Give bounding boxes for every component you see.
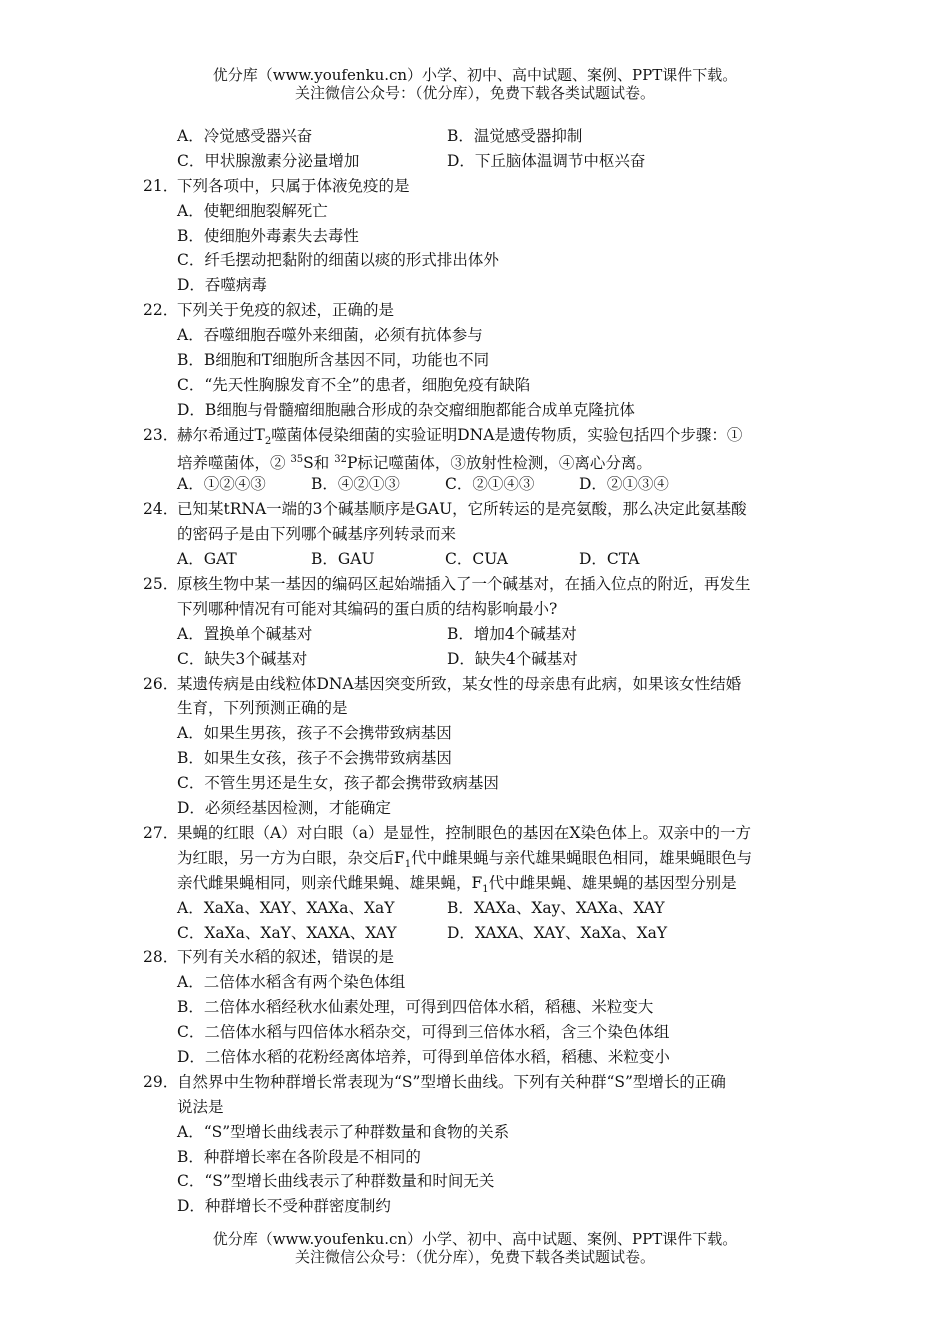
- q23-text-part: 噬菌体侵染细菌的实验证明DNA是遗传物质，实验包括四个步骤：①: [271, 425, 743, 444]
- q26-stem-line-1: [143, 672, 823, 697]
- q21-option-b: B．使细胞外毒素失去毒性: [177, 226, 359, 245]
- q21-stem: [143, 174, 823, 199]
- q21-option-c: C．纤毛摆动把黏附的细菌以痰的形式排出体外: [177, 251, 499, 270]
- q22-option-c: C．“先天性胸腺发育不全”的患者，细胞免疫有缺陷: [177, 375, 531, 394]
- q29-stem-line-1: [143, 1070, 823, 1095]
- q27-options-row-2: [143, 921, 823, 946]
- q24-number: 24．: [143, 500, 179, 519]
- q24-stem-line-2: 的密码子是由下列哪个碱基序列转录而来: [177, 525, 457, 544]
- q23-text-part: P标记噬菌体，③放射性检测，④离心分离。: [346, 453, 652, 472]
- q24-option-c: C．CUA: [445, 550, 508, 569]
- q27-stem-line-2: [143, 846, 823, 871]
- exam-content: [143, 124, 823, 1219]
- q27-text-part: 亲代雌果蝇相同，则亲代雌果蝇、雄果蝇，F: [177, 873, 483, 892]
- q28-stem-text: 下列有关水稻的叙述，错误的是: [177, 948, 395, 967]
- q27-text-part: 代中雌果蝇、雄果蝇的基因型分别是: [488, 873, 737, 892]
- q23-text-part: 培养噬菌体，②: [177, 453, 291, 472]
- q29-option-a: A．“S”型增长曲线表示了种群数量和食物的关系: [177, 1122, 510, 1141]
- q25-options-row-2: [143, 647, 823, 672]
- q20-option-b: B．温觉感受器抑制: [447, 127, 583, 145]
- q25-option-c: C．缺失3个碱基对: [177, 649, 308, 668]
- q25-option-d: D．缺失4个碱基对: [447, 649, 578, 668]
- q23-option-d: D．②①③④: [579, 475, 669, 494]
- q27-text-part: 为红眼，另一方为白眼，杂交后F: [177, 848, 405, 867]
- q24-option-b: B．GAU: [311, 550, 375, 569]
- q24-options: [143, 547, 823, 572]
- q24-stem-line-1: [143, 497, 823, 522]
- q27-option-c: C．XaXa、XaY、XAXA、XAY: [177, 923, 397, 942]
- q20-options-row-2: [143, 149, 823, 174]
- q27-options-row-1: [143, 896, 823, 921]
- q27-stem-text-1: 果蝇的红眼（A）对白眼（a）是显性，控制眼色的基因在X染色体上。双亲中的一方: [177, 823, 751, 842]
- q26-option-c: C．不管生男还是生女，孩子都会携带致病基因: [177, 774, 499, 793]
- q23-option-b: B．④②①③: [311, 475, 400, 494]
- q27-option-b: B．XAXa、Xay、XAXa、XAY: [447, 898, 665, 917]
- q25-option-b: B．增加4个碱基对: [447, 624, 577, 643]
- q24-option-d: D．CTA: [579, 550, 640, 569]
- page-footer: [0, 1230, 950, 1266]
- q23-stem-text-1: [177, 423, 742, 448]
- q29-option-b: B．种群增长率在各阶段是不相同的: [177, 1147, 421, 1166]
- q28-stem: [143, 945, 823, 970]
- q22-option-a: A．吞噬细胞吞噬外来细菌，必须有抗体参与: [177, 326, 483, 345]
- q29-number: 29．: [143, 1072, 179, 1091]
- q29-stem-text-1: 自然界中生物种群增长常表现为“S”型增长曲线。下列有关种群“S”型增长的正确: [177, 1072, 726, 1091]
- q27-subscript: 1: [482, 883, 489, 895]
- q25-options-row-1: [143, 622, 823, 647]
- footer-line-2: 关注微信公众号：（优分库），免费下载各类试题试卷。: [294, 1248, 655, 1266]
- q23-stem-line-2: [143, 448, 823, 473]
- q28-option-a: A．二倍体水稻含有两个染色体组: [177, 973, 406, 992]
- q28-option-d: D．二倍体水稻的花粉经离体培养，可得到单倍体水稻，稻穗、米粒变小: [177, 1047, 670, 1066]
- q20-option-c: C．甲状腺激素分泌量增加: [177, 151, 360, 170]
- page-header: [0, 66, 950, 102]
- q27-text-part: 代中雌果蝇与亲代雄果蝇眼色相同，雄果蝇眼色与: [411, 848, 753, 867]
- q21-option-d: D．吞噬病毒: [177, 276, 267, 295]
- footer-line-1: 优分库（www.youfenku.cn）小学、初中、高中试题、案例、PPT课件下载。: [212, 1230, 738, 1248]
- q23-option-c: C．②①④③: [445, 475, 535, 494]
- q20-option-d: D．下丘脑体温调节中枢兴奋: [447, 151, 646, 170]
- q23-option-a: A．①②④③: [177, 475, 266, 494]
- q21-option-a: A．使靶细胞裂解死亡: [177, 201, 328, 220]
- q25-number: 25．: [143, 575, 179, 594]
- q20-option-a: A．冷觉感受器兴奋: [177, 127, 313, 145]
- q26-stem-text-1: 某遗传病是由线粒体DNA基因突变所致，某女性的母亲患有此病，如果该女性结婚: [177, 674, 742, 693]
- q25-option-a: A．置换单个碱基对: [177, 624, 313, 643]
- q27-stem-line-3: [143, 871, 823, 896]
- q27-subscript: 1: [404, 858, 412, 870]
- q27-option-d: D．XAXA、XAY、XaXa、XaY: [447, 923, 668, 942]
- header-line-2: 关注微信公众号：（优分库），免费下载各类试题试卷。: [294, 84, 655, 102]
- q27-stem-line-1: [143, 821, 823, 846]
- q29-option-c: C．“S”型增长曲线表示了种群数量和时间无关: [177, 1172, 495, 1191]
- q21-stem-text: 下列各项中，只属于体液免疫的是: [177, 176, 410, 195]
- q26-option-d: D．必须经基因检测，才能确定: [177, 799, 391, 818]
- q23-text-part: S和: [303, 453, 335, 472]
- q27-option-a: A．XaXa、XAY、XAXa、XaY: [177, 898, 395, 917]
- q24-stem-text-1: 已知某tRNA一端的3个碱基顺序是GAU，它所转运的是亮氨酸，那么决定此氨基酸: [177, 500, 747, 519]
- q29-option-d: D．种群增长不受种群密度制约: [177, 1197, 391, 1216]
- q22-option-b: B．B细胞和T细胞所含基因不同，功能也不同: [177, 351, 490, 370]
- q25-stem-line-1: [143, 572, 823, 597]
- q23-superscript: 35: [290, 453, 304, 465]
- q26-stem-line-2: 生育，下列预测正确的是: [177, 699, 348, 718]
- q26-number: 26．: [143, 674, 179, 693]
- q26-option-a: A．如果生男孩，孩子不会携带致病基因: [177, 724, 452, 743]
- q22-option-d: D．B细胞与骨髓瘤细胞融合形成的杂交瘤细胞都能合成单克隆抗体: [177, 400, 635, 419]
- q25-stem-text-1: 原核生物中某一基因的编码区起始端插入了一个碱基对，在插入位点的附近，再发生: [177, 575, 751, 594]
- q22-number: 22．: [143, 301, 179, 320]
- q29-stem-line-2: 说法是: [177, 1097, 224, 1116]
- q25-stem-line-2: 下列哪种情况有可能对其编码的蛋白质的结构影响最小?: [177, 599, 558, 618]
- q23-subscript: 2: [264, 435, 272, 447]
- q23-text-part: 赫尔希通过T: [177, 425, 265, 444]
- q27-number: 27．: [143, 823, 179, 842]
- q23-stem-line-1: [143, 423, 823, 448]
- header-line-1: 优分库（www.youfenku.cn）小学、初中、高中试题、案例、PPT课件下载。: [212, 66, 738, 84]
- q26-option-b: B．如果生女孩，孩子不会携带致病基因: [177, 749, 452, 768]
- q28-number: 28．: [143, 948, 179, 967]
- q22-stem: [143, 298, 823, 323]
- q28-option-b: B．二倍体水稻经秋水仙素处理，可得到四倍体水稻，稻穗、米粒变大: [177, 998, 654, 1017]
- q22-stem-text: 下列关于免疫的叙述，正确的是: [177, 301, 395, 320]
- q23-superscript: 32: [334, 453, 347, 465]
- q20-options-row-1: [143, 124, 823, 149]
- q23-options: [143, 472, 823, 497]
- q21-number: 21．: [143, 176, 179, 195]
- q23-number: 23．: [143, 425, 179, 444]
- q24-option-a: A．GAT: [177, 550, 237, 569]
- q28-option-c: C．二倍体水稻与四倍体水稻杂交，可得到三倍体水稻，含三个染色体组: [177, 1023, 670, 1042]
